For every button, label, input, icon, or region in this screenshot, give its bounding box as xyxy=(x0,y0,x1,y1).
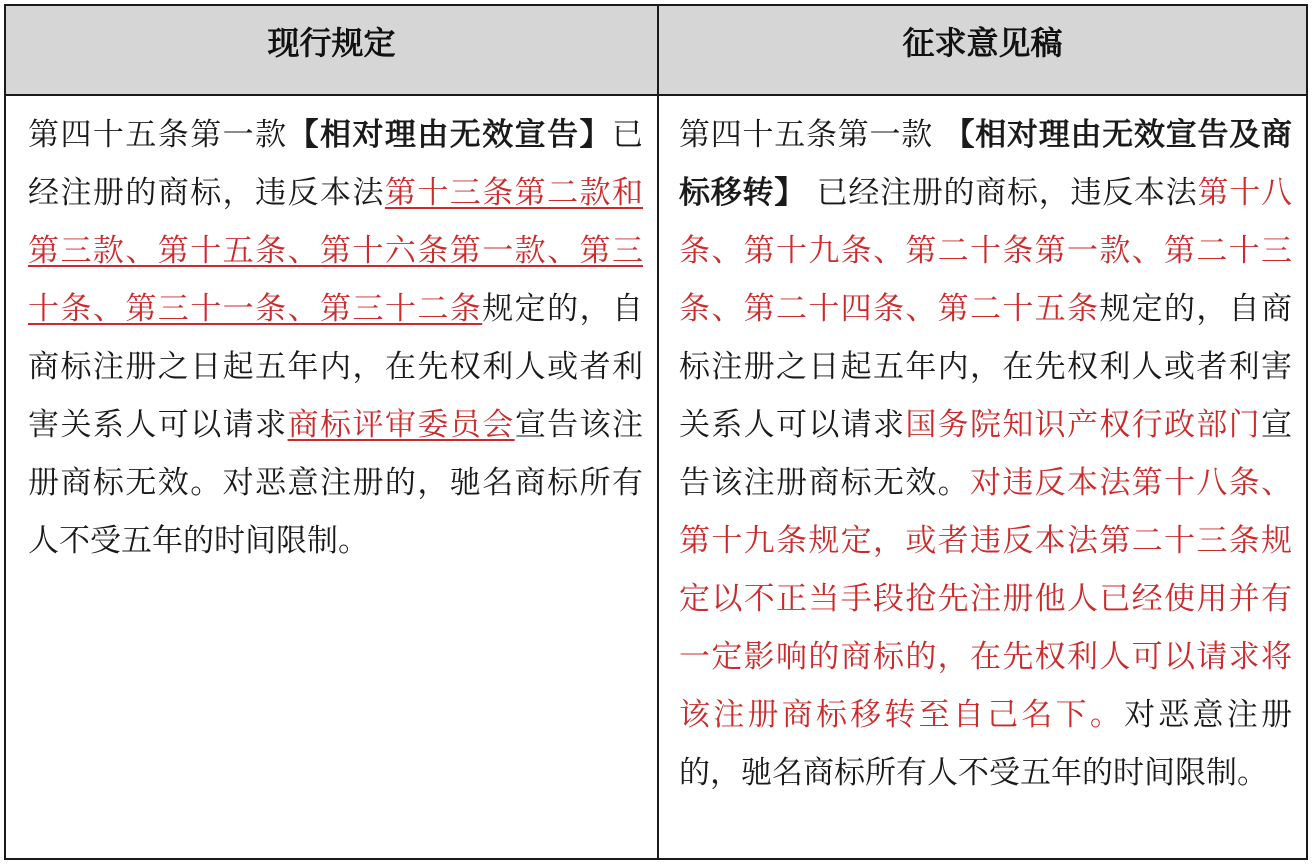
header-current-rules: 现行规定 xyxy=(267,24,396,62)
draft-article-heading: 【相对理由无效宣告及商标移转】 xyxy=(679,117,1293,211)
draft-text-part3: 宣告该注册商标无效。 xyxy=(679,407,1293,501)
draft-referenced-articles: 第十八条、第十九条、第二十条第一款、第二十三条、第二十四条、第二十五条 xyxy=(679,175,1293,327)
draft-authority: 国务院知识产权行政部门 xyxy=(905,407,1262,443)
draft-transfer-clause: 对违反本法第十八条、第十九条规定，或者违反本法第二十三条规定以不正当手段抢先注册他人已经使用并有一定影响的商标的，在先权利人可以请求将该注册商标移转至自己名下。 xyxy=(679,465,1292,733)
current-article-heading: 【相对理由无效宣告】 xyxy=(287,117,613,153)
draft-text-part4: 对恶意注册的，驰名商标所有人不受五年的时间限制。 xyxy=(679,697,1293,791)
comparison-table xyxy=(4,4,1308,860)
table-header-row xyxy=(6,6,1306,96)
draft-text-part1: 已经注册的商标，违反本法 xyxy=(805,175,1198,211)
draft-article-number: 第四十五条第一款 xyxy=(679,117,944,153)
current-text-part1: 已经注册的商标，违反本法 xyxy=(28,117,644,211)
current-rules-cell xyxy=(6,96,657,858)
current-article-number: 第四十五条第一款 xyxy=(28,117,288,153)
draft-text-part2: 规定的，自商标注册之日起五年内，在先权利人或者利害关系人可以请求 xyxy=(679,291,1293,443)
current-text-part3: 宣告该注册商标无效。对恶意注册的，驰名商标所有人不受五年的时间限制。 xyxy=(28,407,644,559)
current-referenced-articles: 第十三条第二款和第三款、第十五条、第十六条第一款、第三十条、第三十一条、第三十二条 xyxy=(28,175,644,327)
current-authority: 商标评审委员会 xyxy=(287,407,515,443)
draft-cell xyxy=(659,96,1306,858)
current-text-part2: 规定的，自商标注册之日起五年内，在先权利人或者利害关系人可以请求 xyxy=(28,291,644,443)
header-draft: 征求意见稿 xyxy=(902,24,1063,62)
